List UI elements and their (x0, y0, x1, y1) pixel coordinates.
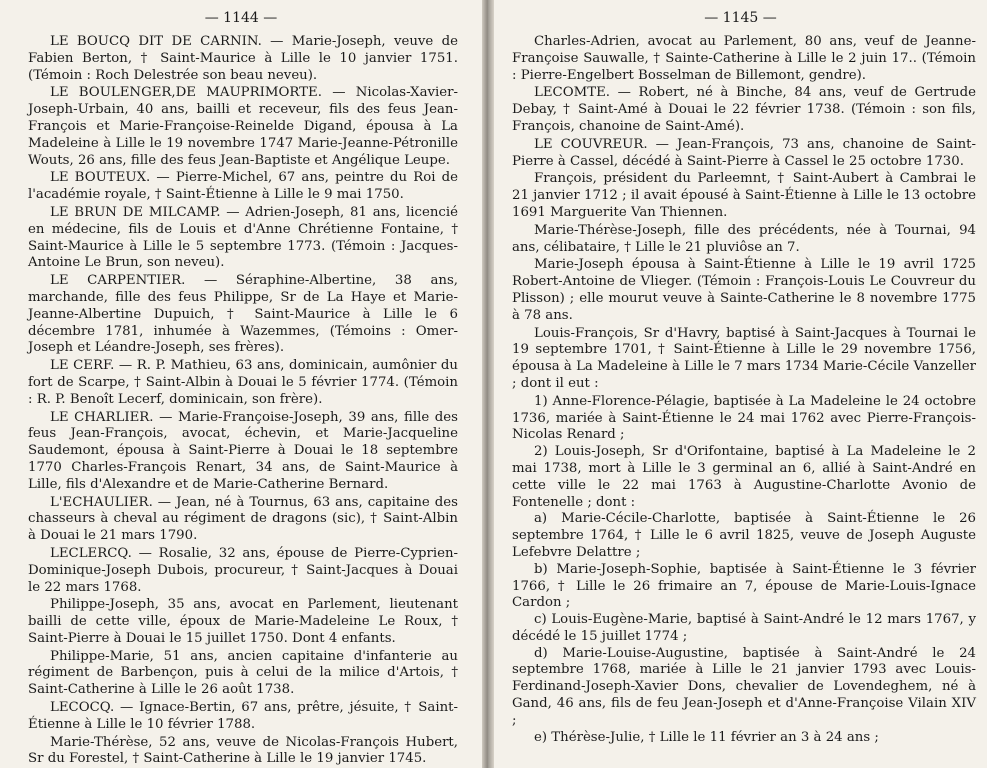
entry: LE BOUCQ DIT DE CARNIN. — Marie-Joseph, veuve de Fabien Berton, † Saint-Maurice à Lille le 10 janvier 1751. (Témoin : Roch Delestrée son beau neveu). (28, 34, 458, 83)
entry: LE CHARLIER. — Marie-Françoise-Joseph, 39 ans, fille des feus Jean-François, avocat, échevin, et Marie-Jacqueline Saudemont, épousa à Saint-Pierre à Douai le 18 septembre 1770 Charles-François Renart, 34 ans, de Saint-Maurice à Lille, fils d'Alexandre et de Marie-Catherine Bernard. (28, 409, 458, 492)
page-number: — 1144 — (204, 10, 278, 26)
entry: e) Thérèse-Julie, † Lille le 11 février an 3 à 24 ans ; (534, 729, 879, 745)
entry: d) Marie-Louise-Augustine, baptisée à Saint-André le 24 septembre 1768, mariée à Lille le 21 janvier 1793 avec Louis-Ferdinand-Joseph-Xavier Dons, chevalier de Lovendeghem, né à Gand, 46 ans, fils de feu Jean-Joseph et d'Anne-Françoise Vilain XIV ; (512, 645, 976, 728)
entry: LE BRUN DE MILCAMP. — Adrien-Joseph, 81 ans, licencié en médecine, fils de Louis et d'Anne Chrétienne Fontaine, † Saint-Maurice à Lille le 5 septembre 1773. (Témoin : Jacques-Antoine Le Brun, son neveu). (28, 204, 458, 271)
entry: Marie-Thérèse, 52 ans, veuve de Nicolas-François Hubert, Sr du Forestel, † Saint-Catherine à Lille le 19 janvier 1745. (28, 734, 458, 767)
entry: LE CARPENTIER. — Séraphine-Albertine, 38 ans, marchande, fille des feus Philippe, Sr de La Haye et Marie-Jeanne-Albertine Dupuich, † Saint-Maurice à Lille le 6 décembre 1781, inhumée à Wazemmes, (Témoins : Omer-Joseph et Léandre-Joseph, ses frères). (28, 273, 458, 356)
entry: François, président du Parleemnt, † Saint-Aubert à Cambrai le 21 janvier 1712 ; il avait épousé à Saint-Étienne à Lille le 13 octobre 1691 Marguerite Van Thiennen. (512, 171, 976, 220)
entry: LECLERCQ. — Rosalie, 32 ans, épouse de Pierre-Cyprien-Dominique-Joseph Dubois, procureur, † Saint-Jacques à Douai le 22 mars 1768. (28, 545, 458, 595)
entry: LE BOULENGER,DE MAUPRIMORTE. — Nicolas-Xavier-Joseph-Urbain, 40 ans, bailli et receveur, fils des feus Jean-François et Marie-Françoise-Reinelde Digand, épousa à La Madeleine à Lille le 19 novembre 1747 Marie-Jeanne-Pétronille Wouts, 26 ans, fille des feus Jean-Baptiste et Angélique Leupe. (28, 85, 458, 168)
page-number: — 1145 — (704, 10, 777, 26)
entry: LE CERF. — R. P. Mathieu, 63 ans, dominicain, aumônier du fort de Scarpe, † Saint-Albin à Douai le 5 février 1774. (Témoin : R. P. Benoît Lecerf, dominicain, son frère). (28, 358, 458, 407)
entry: Philippe-Marie, 51 ans, ancien capitaine d'infanterie au régiment de Barbençon, puis à celui de la milice d'Artois, † Saint-Catherine à Lille le 26 août 1738. (28, 648, 458, 698)
right-page (494, 0, 987, 768)
entry: LE BOUTEUX. — Pierre-Michel, 67 ans, peintre du Roi de l'académie royale, † Saint-Étienne à Lille le 9 mai 1750. (28, 170, 458, 203)
entry: c) Louis-Eugène-Marie, baptisé à Saint-André le 12 mars 1767, y décédé le 15 juillet 1774 ; (512, 612, 976, 644)
entry: 2) Louis-Joseph, Sr d'Orifontaine, baptisé à La Madeleine le 2 mai 1738, mort à Lille le 3 germinal an 6, allié à Saint-André en cette ville le 22 mai 1763 à Augustine-Charlotte Avonio de Fontenelle ; dont : (512, 444, 976, 510)
book-gutter (482, 0, 494, 768)
entry: Marie-Joseph épousa à Saint-Étienne à Lille le 19 avril 1725 Robert-Antoine de Vlieger. (Témoin : François-Louis Le Couvreur du Plisson) ; elle mourut veuve à Sainte-Catherine le 8 novembre 1775 à 78 ans. (512, 257, 976, 323)
entry: Louis-François, Sr d'Havry, baptisé à Saint-Jacques à Tournai le 19 septembre 1701, † Saint-Étienne à Lille le 29 novembre 1756, épousa à La Madeleine à Lille le 7 mars 1734 Marie-Cécile Vanzeller ; dont il eut : (512, 325, 976, 391)
entry: a) Marie-Cécile-Charlotte, baptisée à Saint-Étienne le 26 septembre 1764, † Lille le 6 avril 1825, veuve de Joseph Auguste Lefebvre Delattre ; (512, 511, 976, 560)
entry: Charles-Adrien, avocat au Parlement, 80 ans, veuf de Jeanne-Françoise Sauwalle, † Sainte-Catherine à Lille le 2 juin 17.. (Témoin : Pierre-Engelbert Bosselman de Billemont, gendre). (512, 34, 976, 83)
entry: LECOCQ. — Ignace-Bertin, 67 ans, prêtre, jésuite, † Saint-Étienne à Lille le 10 février 1788. (28, 700, 458, 732)
page-text (28, 34, 458, 768)
entry: 1) Anne-Florence-Pélagie, baptisée à La Madeleine le 24 octobre 1736, mariée à Saint-Étienne le 24 mai 1762 avec Pierre-François-Nicolas Renard ; (512, 393, 976, 443)
entry: b) Marie-Joseph-Sophie, baptisée à Saint-Étienne le 3 février 1766, † Lille le 26 frimaire an 7, épouse de Marie-Louis-Ignace Cardon ; (512, 561, 976, 611)
entry: LECOMTE. — Robert, né à Binche, 84 ans, veuf de Gertrude Debay, † Saint-Amé à Douai le 22 février 1738. (Témoin : son fils, François, chanoine de Saint-Amé). (512, 85, 976, 134)
entry: Marie-Thérèse-Joseph, fille des précédents, née à Tournai, 94 ans, célibataire, † Lille le 21 pluviôse an 7. (512, 222, 976, 255)
entry: L'ECHAULIER. — Jean, né à Tournus, 63 ans, capitaine des chasseurs à cheval au régiment de dragons (sic), † Saint-Albin à Douai le 21 mars 1790. (28, 494, 458, 544)
entry: LE COUVREUR. — Jean-François, 73 ans, chanoine de Saint-Pierre à Cassel, décédé à Saint-Pierre à Cassel le 25 octobre 1730. (512, 136, 976, 169)
left-page (0, 0, 482, 768)
entry: Philippe-Joseph, 35 ans, avocat en Parlement, lieutenant bailli de cette ville, époux de Marie-Madeleine Le Roux, † Saint-Pierre à Douai le 15 juillet 1750. Dont 4 enfants. (28, 597, 458, 646)
page-text (512, 34, 976, 746)
